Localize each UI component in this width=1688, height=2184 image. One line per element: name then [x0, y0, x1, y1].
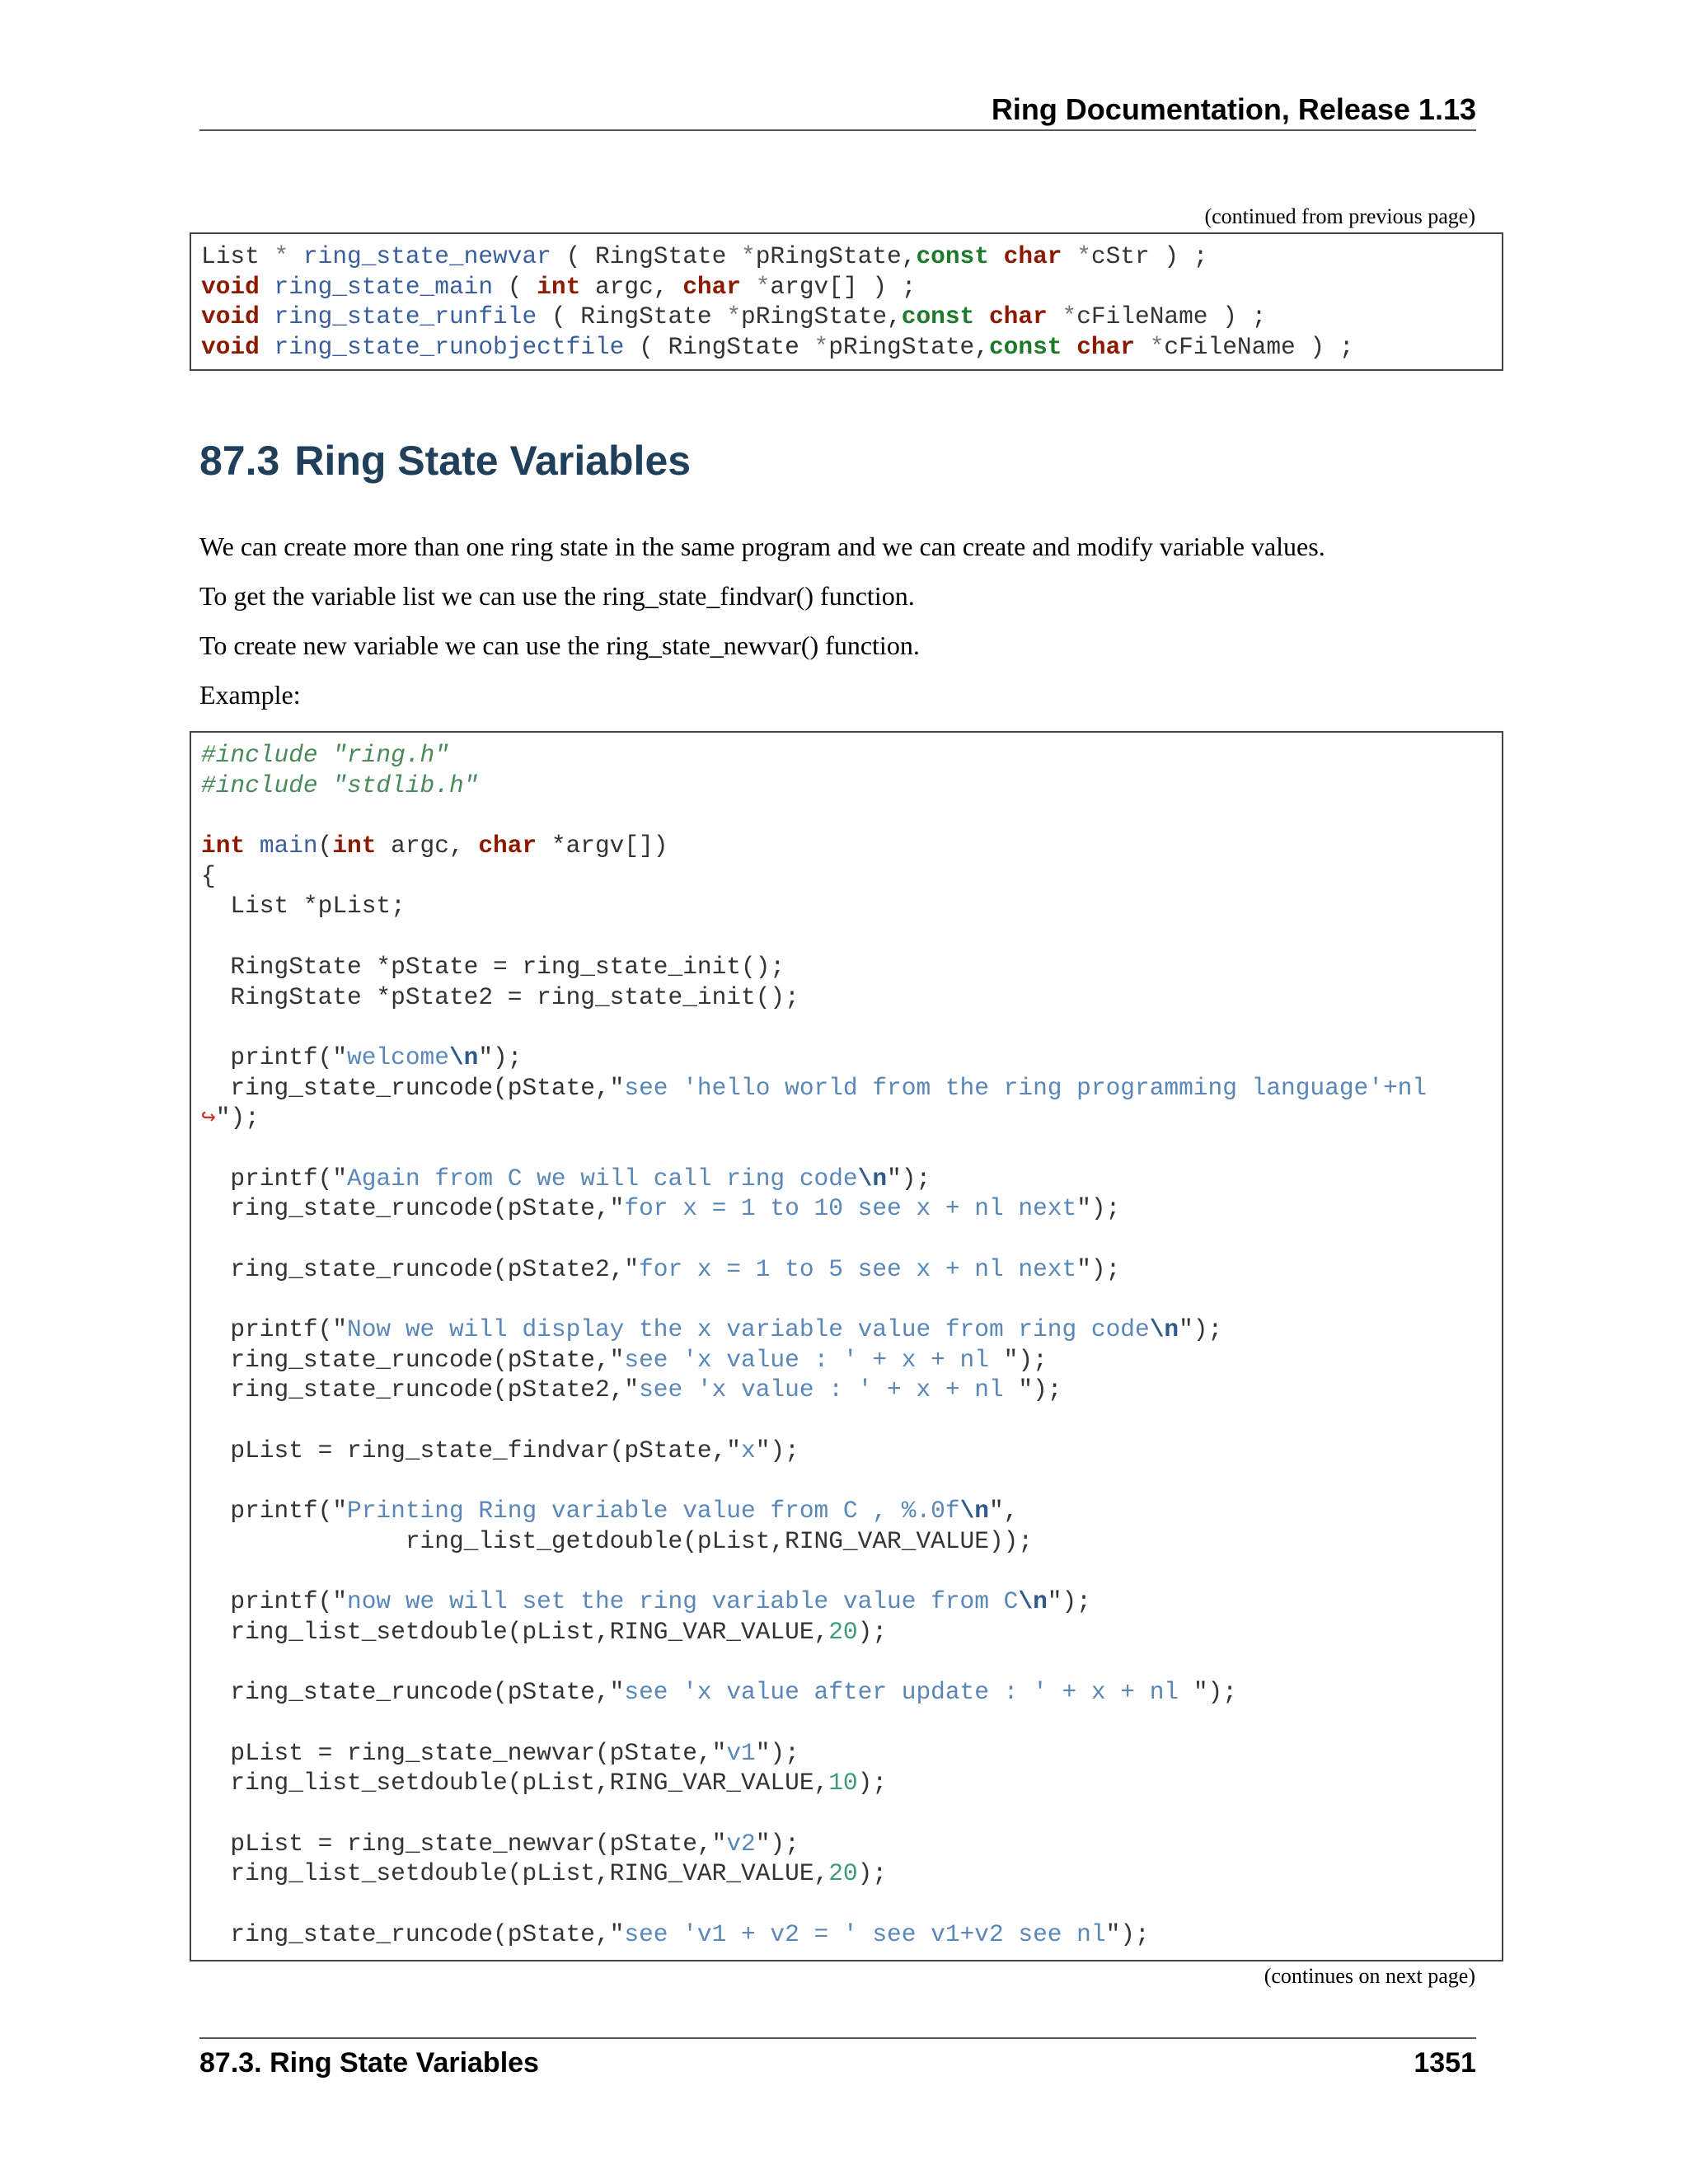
code-listing: [191, 241, 1502, 363]
paragraph: To create new variable we can use the ring_state_newvar() function.: [199, 630, 920, 660]
running-header-title: Ring Documentation, Release 1.13: [991, 92, 1476, 126]
footer-section-title: 87.3. Ring State Variables: [199, 2047, 539, 2079]
header-rule: [199, 129, 1476, 131]
continues-on-label: (continues on next page): [1264, 1964, 1475, 1988]
page-number: 1351: [1414, 2047, 1476, 2079]
code-listing: #include "ring.h" #include "stdlib.h" int main(int argc, char *argv[]) { List *pList; RingState *pState = ring_state_init(); RingState *pState2 = ring_state_init(); printf("welcome\n"); ring_state_runcode(pState,"see 'hello world from the ring programming language'+nl ↪"); printf("Again from C we will call ring code\n"); ring_state_runcode(pState,"for x = 1 to 10 see x + nl next"); ring_state_runcode(pState2,"for x = 1 to 5 see x + nl next"); printf("Now we will display the x variable value from ring code\n"); ring_state_runcode(pState,"see 'x value : ' + x + nl "); ring_state_runcode(pState2,"see 'x value : ' + x + nl "); pList = ring_state_findvar(pState,"x"); printf("Printing Ring variable value from C , %.0f\n", ring_list_getdouble(pList,RING_VAR_VALUE)); printf("now we will set the ring variable value from C\n"); ring_list_setdouble(pList,RING_VAR_VALUE,20); ring_state_runcode(pState,"see 'x value after update : ' + x + nl "); pList = ring_state_newvar(pState,"v1"); ring_list_setdouble(pList,RING_VAR_VALUE,10); pList = ring_state_newvar(pState,"v2"); ring_list_setdouble(pList,RING_VAR_VALUE,20); ring_state_runcode(pState,"see 'v1 + v2 = ' see v1+v2 see nl");: [201, 741, 1428, 1948]
section-title: Ring State Variables: [294, 438, 692, 484]
code-block-example: [190, 731, 1503, 1961]
paragraph: Example:: [199, 680, 301, 710]
code-line: void ring_state_main ( int argc, char *argv[] ) ;: [201, 272, 917, 301]
paragraph: We can create more than one ring state in the same program and we can create and modify variable values.: [199, 532, 1325, 561]
section-heading: [199, 437, 691, 485]
section-number: 87.3: [199, 438, 280, 484]
code-line: void ring_state_runobjectfile ( RingState *pRingState,const char *cFileName ) ;: [201, 333, 1354, 362]
code-block-prototypes: [190, 232, 1503, 371]
footer-rule: [199, 2037, 1476, 2039]
continued-from-label: (continued from previous page): [1204, 204, 1475, 228]
paragraph: To get the variable list we can use the ring_state_findvar() function.: [199, 581, 915, 611]
code-line: void ring_state_runfile ( RingState *pRingState,const char *cFileName ) ;: [201, 302, 1267, 331]
code-line: List * ring_state_newvar ( RingState *pRingState,const char *cStr ) ;: [201, 242, 1208, 270]
line-wrap-arrow-icon: ↪: [201, 1104, 216, 1132]
